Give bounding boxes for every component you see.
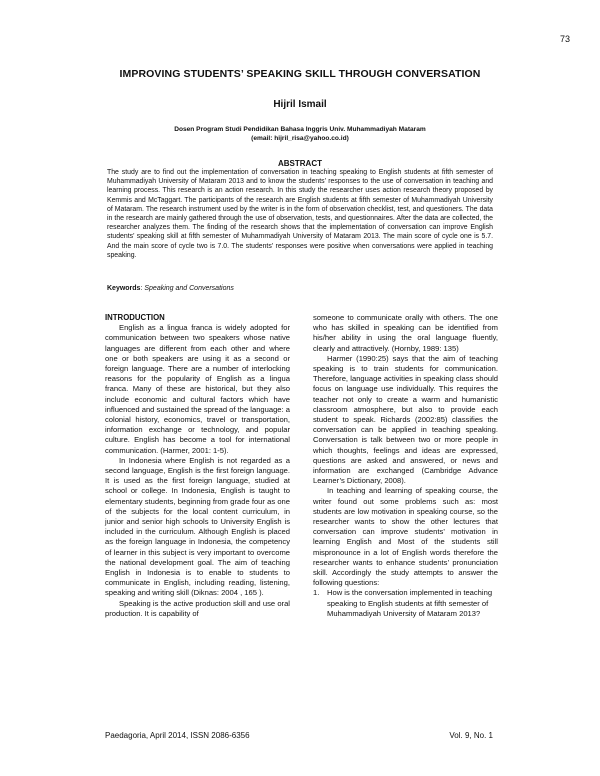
author-name: Hijril Ismail — [273, 99, 327, 110]
paragraph: someone to communicate orally with others. The one who has skilled in speaking can be identified from his/her ability in using the oral language fluently, clearly and attractively. (Hornby, 1989: 135) — [313, 313, 498, 353]
introduction-heading: INTRODUCTION — [105, 313, 165, 322]
affiliation-email: (email: hijril_risa@yahoo.co.id) — [251, 135, 349, 142]
left-column — [105, 313, 290, 619]
page-number: 73 — [559, 34, 570, 44]
keywords-colon: : — [140, 285, 145, 292]
research-question — [313, 588, 498, 619]
paper-title: IMPROVING STUDENTS’ SPEAKING SKILL THROUGH CONVERSATION — [119, 68, 481, 80]
keywords-label: Keywords — [107, 285, 141, 292]
footer-journal-info: Paedagoria, April 2014, ISSN 2086-6356 — [105, 731, 250, 740]
paragraph: English as a lingua franca is widely adopted for communication between two speakers whose native languages are different from each other and where one or both speakers are using it as a second or foreign language. There are a number of interlocking reasons for the popularity of English as a lingua franca. Many of these are historical, but they also include economic and cultural factors which have influenced and sustained the spread of the language: a colonial history, economics, travel or transportation, information exchange or technology, and popular culture. English has become a tool for international communication. (Harmer, 2001: 1-5). — [105, 323, 290, 455]
affiliation-institution: Dosen Program Studi Pendidikan Bahasa Inggris Univ. Muhammadiyah Mataram — [174, 126, 426, 133]
right-column — [313, 313, 498, 619]
author-affiliation — [100, 125, 500, 143]
paragraph: Harmer (1990:25) says that the aim of teaching speaking is to train students for communication. Therefore, language activities in speaking class should focus on language use individually. This requires the teacher not only to create a warm and humanistic classroom atmosphere, but also to provide each student to speak. Richards (2002:85) classifies the conversation can be applied in teaching speaking. Conversation is talk between two or more people in which thoughts, feelings and ideas are expressed, questions are asked and answered, or news and information are exchanged (Cambridge Advance Learner’s Dictionary, 2008). — [313, 353, 498, 486]
keywords — [107, 285, 493, 292]
footer-volume: Vol. 9, No. 1 — [449, 731, 493, 740]
abstract-body: The study are to find out the implementation of conversation in teaching speaking to English students at fifth semester of Muhammadiyah University of Mataram 2013 and to know the students’ responses to the use of conversation in teaching and learning process. This research is an action research. In this study the researcher uses action research theory proposed by Kemmis and McTaggart. The participants of the research are English students at fifth semester of Muhammadiyah University of Mataram. The research instrument used by the writer is in the form of observation checklist, test, and questioners. The data in the research are mainly gathered through the use of observation, tests, and questionnaires. After the data are collected, the researcher analyzes them. The finding of the research shows that the implementation of conversation can improve English students’ speaking skill at fifth semester of Muhammadiyah University of Mataram 2013. The main score of cycle one is 5.7. And the main score of cycle two is 7.0. The students’ responses were positive when conversations were applied in teaching speaking. — [107, 169, 493, 259]
keywords-value: Speaking and Conversations — [144, 285, 234, 292]
paragraph: In teaching and learning of speaking course, the writer found out some problems such as: most students are low motivation in speaking course, so the researcher wants to show the other lectures that conversation can improve students’ motivation in learning English and Most of the students still mispronounce in a lot of English words therefore the researcher wants to enhance students’ pronunciation skill. Accordingly the study attempts to answer the following questions: — [313, 486, 498, 588]
abstract-heading: ABSTRACT — [278, 159, 322, 168]
question-number: 1. — [313, 588, 320, 598]
research-questions-list — [313, 588, 498, 619]
paragraph: Speaking is the active production skill and use oral production. It is capability of — [105, 598, 290, 618]
paragraph: In Indonesia where English is not regarded as a second language, English is the first foreign language. It is used as the first foreign language, studied at school or college. In Indonesia, English is taught to elementary students, beginning from grade four as one of the subjects for the local content curriculum, in junior and senior high schools to University English is included in the curriculum. Although English is placed as the foreign language in Indonesia, the competency of learner in this subject is very important to overcome the national development goal. The aim of teaching English in Indonesia is to enable to students to communicate in English, including reading, listening, speaking and writing skill (Diknas: 2004 , 165 ). — [105, 455, 290, 598]
question-text: How is the conversation implemented in teaching speaking to English students at fifth semester of Muhammadiyah University of Mataram 2013? — [327, 588, 493, 618]
